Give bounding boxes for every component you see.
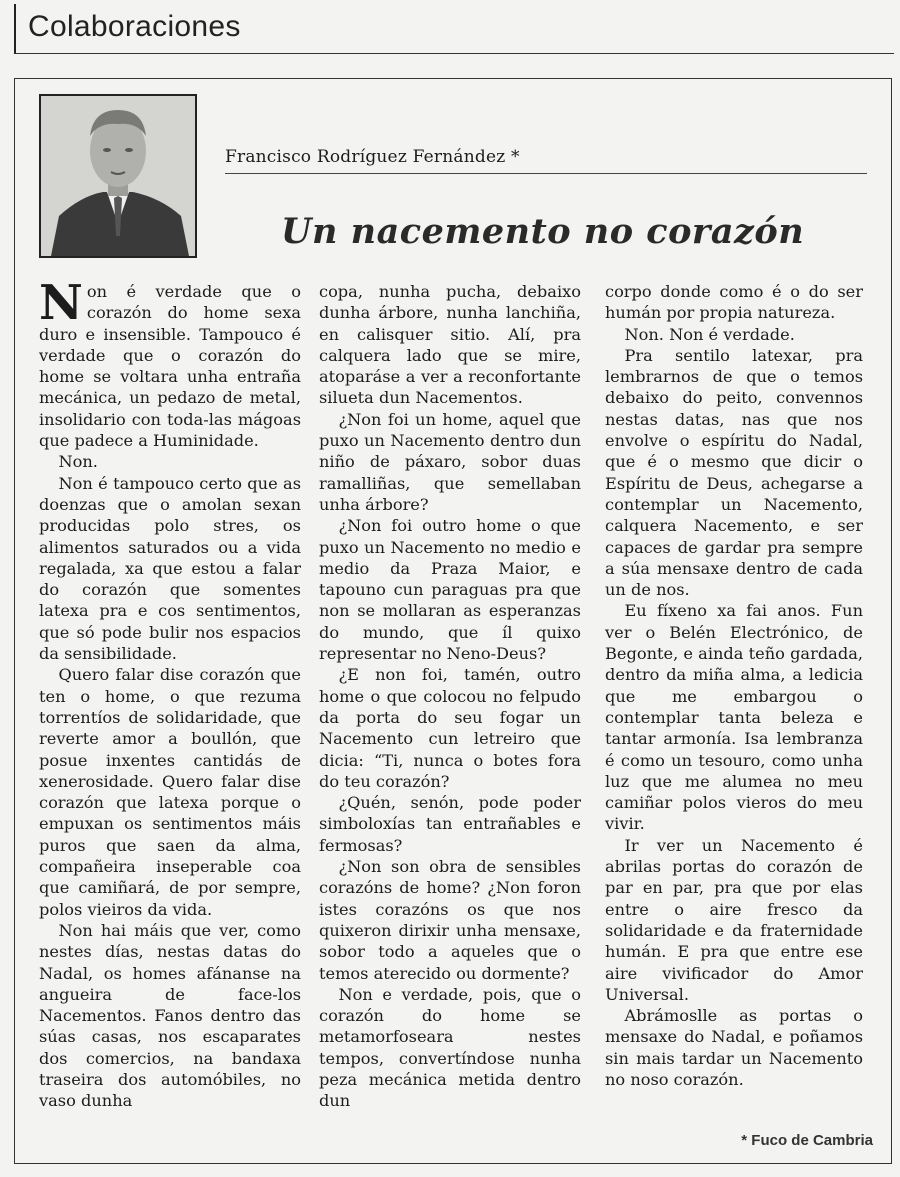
text-column-2: [319, 281, 581, 1112]
paragraph: ¿Non foi un home, aquel que puxo un Nacemento dentro dun niño de páxaro, sobor duas ramalliñas, que semellaban unha árbore?: [319, 409, 581, 514]
author-photo: [39, 94, 197, 258]
paragraph: Non.: [58, 452, 98, 472]
paragraph: ¿E non foi, tamén, outro home o que colocou no felpudo da porta do seu fogar un Nacemento cun letreiro que dicia: “Ti, nunca o botes fora do teu corazón?: [319, 665, 581, 791]
article-box: [14, 78, 892, 1164]
paragraph: Ir ver un Nacemento é abrilas portas do corazón de par en par, pra que por elas entre o aire fresco da solidaridade e da fraternidade humán. E pra que entre ese aire vivificador do Amor Universal.: [605, 835, 863, 1004]
paragraph: copa, nunha pucha, debaixo dunha árbore, nunha lanchiña, en calisquer sitio. Alí, pra calquera lado que se mire, atoparáse a ver a reconfortante silueta dun Nacementos.: [319, 282, 581, 408]
section-header: [14, 4, 894, 54]
paragraph: ¿Non son obra de sensibles corazóns de home? ¿Non foron istes corazóns os que nos quixeron dirixir unha mensaxe, sobor todo a aqueles que o temos aterecido ou dormente?: [319, 857, 581, 983]
article-byline: Francisco Rodríguez Fernández *: [225, 147, 867, 174]
paragraph: Non é verdade que o corazón do home sexa duro e insensible. Tampouco é verdade que o corazón do home se voltara unha entraña mecánica, un pedazo de metal, insolidario con toda-las mágoas que padece a Huminidade.: [39, 275, 301, 451]
paragraph: ¿Non foi outro home o que puxo un Nacemento no medio e medio da Praza Maior, e tapouno cun paraguas pra que non se mollaran as esperanzas do mundo, que íl quixo representar no Neno-Deus?: [319, 516, 581, 664]
article-headline: Un nacemento no corazón: [281, 211, 805, 252]
paragraph: Non é tampouco certo que as doenzas que o amolan sexan producidas polo stres, os alimentos saturados ou a vida regalada, xa que estou a falar do corazón que somentes latexa pra e cos sentimentos, que só pode bulir nos espacios da sensibilidade.: [39, 473, 301, 664]
paragraph: Quero falar dise corazón que ten o home, o que rezuma torrentíos de solidaridade, que reverte amor a boullón, que posue inxentes cantidás de xenerosidade. Quero falar dise corazón que latexa porque o empuxan os sentimentos máis puros que saen da alma, compañeira inseperable coa que camiñará, de por sempre, polos vieiros da vida.: [39, 665, 301, 919]
paragraph: Non hai máis que ver, como nestes días, nestas datas do Nadal, os homes afánanse na angueira de face-los Nacementos. Fanos dentro das súas casas, nos escaparates dos comercios, na bandaxa traseira dos automóbiles, no vaso dunha: [39, 920, 301, 1111]
paragraph: corpo donde como é o do ser humán por propia natureza.: [605, 282, 863, 323]
author-portrait-image: [41, 96, 195, 256]
text-column-3: [605, 281, 863, 1090]
paragraph: ¿Quén, senón, pode poder simboloxías tan entrañables e fermosas?: [319, 793, 581, 855]
section-title: Colaboraciones: [28, 10, 241, 43]
drop-cap: N: [39, 275, 83, 331]
paragraph: Non. Non é verdade.: [624, 324, 795, 344]
author-signature: * Fuco de Cambria: [741, 1132, 873, 1149]
paragraph: Non e verdade, pois, que o corazón do home se metamorfoseara nestes tempos, convertíndose nunha peza mecánica metida dentro dun: [319, 984, 581, 1111]
text-column-1: [39, 275, 301, 1112]
paragraph: Eu fíxeno xa fai anos. Fun ver o Belén Electrónico, de Begonte, e ainda teño gardada, dentro da miña alma, a ledicia que me embargou o contemplar tanta beleza e tantar armonía. Isa lembranza é como un tesouro, como unha luz que me alumea no meu camiñar polos vieros do meu vivir.: [605, 601, 863, 834]
paragraph: Abrámoslle as portas o mensaxe do Nadal, e poñamos sin mais tardar un Nacemento no noso corazón.: [605, 1006, 863, 1089]
paragraph: Pra sentilo latexar, pra lembrarnos de que o temos debaixo do peito, convennos nestas datas, nas que nos envolve o espíritu do Nadal, que é o mesmo que dicir o Espíritu de Deus, achegarse a contemplar un Nacemento, calquera Nacemento, e ser capaces de gardar pra sempre a súa mensaxe dentro de cada un de nos.: [605, 345, 863, 600]
